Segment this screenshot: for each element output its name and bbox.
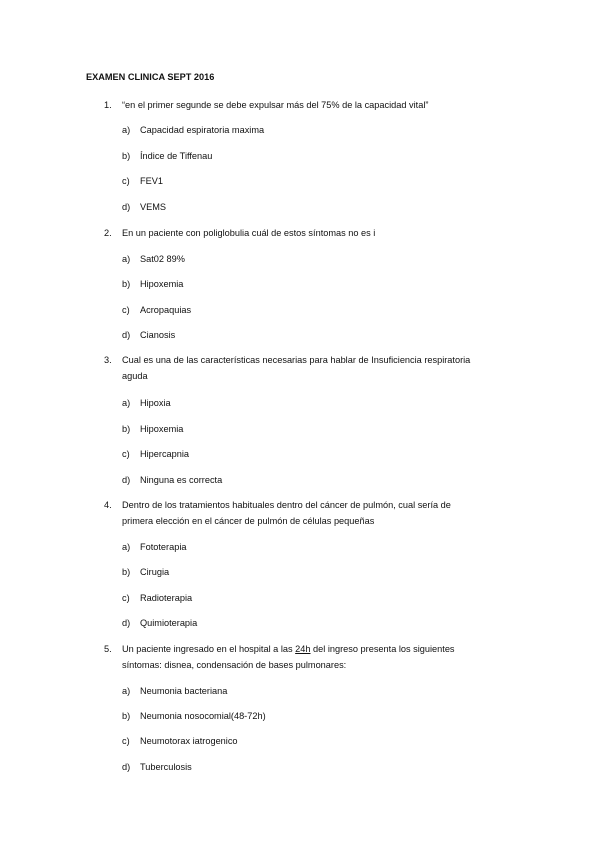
option-letter: b) — [122, 424, 131, 434]
option-text: Fototerapia — [140, 542, 187, 552]
option-3d — [122, 474, 222, 486]
option-1b — [122, 150, 212, 162]
option-2b — [122, 278, 183, 290]
question-text-line-2: primera elección en el cáncer de pulmón de células pequeñas — [122, 516, 375, 526]
option-text: Quimioterapia — [140, 618, 198, 628]
question-number: 1. — [104, 100, 112, 110]
option-letter: b) — [122, 151, 131, 161]
option-4c — [122, 592, 192, 604]
option-4b — [122, 566, 169, 578]
option-1a — [122, 124, 264, 136]
option-text: Ninguna es correcta — [140, 475, 223, 485]
option-text: FEV1 — [140, 176, 163, 186]
option-letter: c) — [122, 736, 130, 746]
option-letter: a) — [122, 398, 131, 408]
option-letter: c) — [122, 305, 130, 315]
option-4a — [122, 541, 186, 553]
option-text: Radioterapia — [140, 593, 193, 603]
question-3 — [104, 352, 524, 384]
option-letter: c) — [122, 593, 130, 603]
option-text: Acropaquias — [140, 305, 192, 315]
question-number: 2. — [104, 228, 112, 238]
option-letter: d) — [122, 618, 131, 628]
option-1d — [122, 201, 166, 213]
option-2a — [122, 253, 185, 265]
option-text: Neumotorax iatrogenico — [140, 736, 238, 746]
option-3c — [122, 448, 189, 460]
option-text: Hipoxia — [140, 398, 171, 408]
question-2 — [104, 225, 524, 241]
option-letter: b) — [122, 567, 131, 577]
option-letter: c) — [122, 176, 130, 186]
option-letter: d) — [122, 202, 131, 212]
option-5c — [122, 735, 238, 747]
question-5 — [104, 641, 524, 673]
option-text: Hipoxemia — [140, 424, 184, 434]
question-text-line-1: Dentro de los tratamientos habituales dentro del cáncer de pulmón, cual sería de — [122, 500, 451, 510]
option-3b — [122, 423, 183, 435]
option-text: Neumonia bacteriana — [140, 686, 228, 696]
option-letter: a) — [122, 254, 131, 264]
option-letter: d) — [122, 762, 131, 772]
option-2c — [122, 304, 191, 316]
option-text: Sat02 89% — [140, 254, 185, 264]
option-5d — [122, 761, 192, 773]
option-5b — [122, 710, 266, 722]
option-letter: b) — [122, 279, 131, 289]
option-text: Neumonia nosocomial(48-72h) — [140, 711, 266, 721]
question-text-line-2: aguda — [122, 371, 148, 381]
option-text: VEMS — [140, 202, 167, 212]
question-1 — [104, 97, 524, 113]
question-text: “en el primer segunde se debe expulsar más del 75% de la capacidad vital” — [122, 100, 429, 110]
option-letter: d) — [122, 330, 131, 340]
option-text: Capacidad espiratoria maxima — [140, 125, 265, 135]
option-text: Hipoxemia — [140, 279, 184, 289]
underlined-time: 24h — [295, 644, 311, 654]
question-text-part: Un paciente ingresado en el hospital a las — [122, 644, 296, 654]
option-text: Hipercapnia — [140, 449, 190, 459]
question-4 — [104, 497, 524, 529]
question-text-line-1: Cual es una de las características necesarias para hablar de Insuficiencia respiratoria — [122, 355, 471, 365]
question-number: 3. — [104, 355, 112, 365]
question-text: En un paciente con poliglobulia cuál de estos síntomas no es i — [122, 228, 376, 238]
option-text: Índice de Tiffenau — [140, 151, 213, 161]
option-2d — [122, 329, 175, 341]
option-5a — [122, 685, 227, 697]
question-text-line-2: síntomas: disnea, condensación de bases pulmonares: — [122, 660, 347, 670]
option-letter: a) — [122, 125, 131, 135]
question-text-part: del ingreso presenta los siguientes — [310, 644, 455, 654]
option-text: Cianosis — [140, 330, 176, 340]
option-letter: d) — [122, 475, 131, 485]
option-letter: c) — [122, 449, 130, 459]
option-text: Cirugia — [140, 567, 170, 577]
option-letter: a) — [122, 686, 131, 696]
option-letter: a) — [122, 542, 131, 552]
question-text-line-1 — [122, 641, 524, 657]
question-number: 4. — [104, 500, 112, 510]
option-3a — [122, 397, 171, 409]
question-number: 5. — [104, 644, 112, 654]
option-1c — [122, 175, 163, 187]
option-letter: b) — [122, 711, 131, 721]
option-text: Tuberculosis — [140, 762, 192, 772]
option-4d — [122, 617, 197, 629]
page-title: EXAMEN CLINICA SEPT 2016 — [86, 72, 215, 82]
